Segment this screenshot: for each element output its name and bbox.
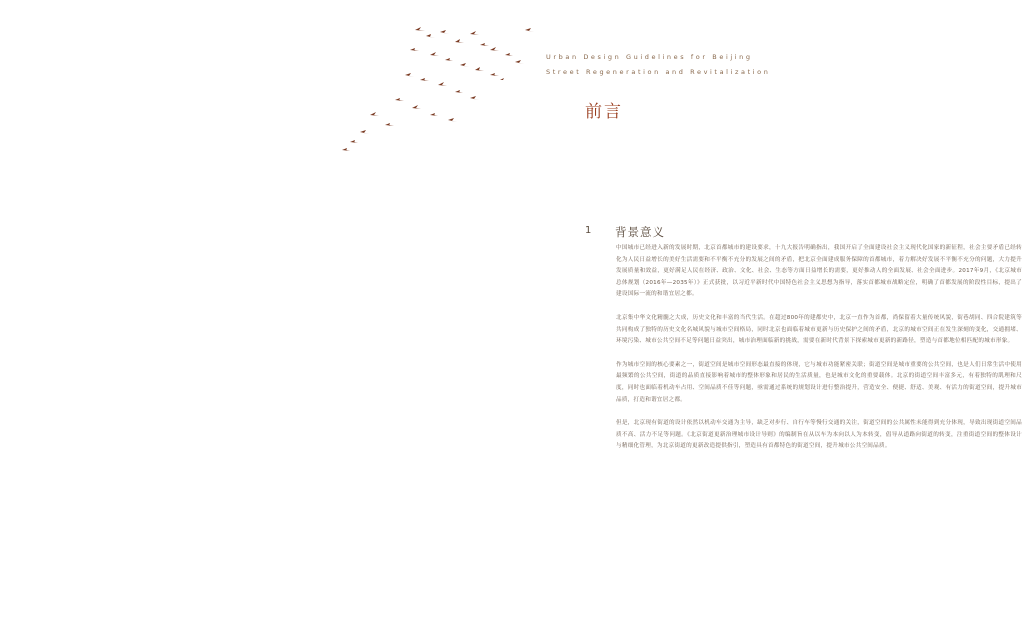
paragraph: 北京集中华文化精髓之大成，历史文化和丰富的当代生活。在超过800年的建都史中，北京一直作为首都，尚保留着大量传统风貌，街巷胡同、四合院建筑等共同构成了独特的历史文化名城风貌与城市空间格局，同时北京也面临着城市更新与历史保护之间的矛盾，北京的城市空间正在发生深刻的变化，交通拥堵、环境污染、城市公共空间不足等问题日益突出，城市治理面临新的挑战，需要在新时代背景下探索城市更新的新路径，塑造与首都地位相匹配的城市形象。 [616,314,1022,345]
section-number: 1 [585,225,592,236]
flying-birds-illustration [330,20,560,160]
section-title: 背景意义 [615,225,665,239]
header-subtitle-line2: Street Regeneration and Revitalization [546,68,771,76]
page-title: 前言 [585,102,623,122]
body-text [616,243,1022,465]
paragraph: 中国城市已经进入新的发展时期，北京首都城市的建设要求，十九大报告明确指出，我国开启了全面建设社会主义现代化国家的新征程，社会主要矛盾已经转化为人民日益增长的美好生活需要和不平衡不充分的发展之间的矛盾，把北京全面建成服务保障的首都城市，着力解决好发展不平衡不充分的问题，大力提升发展质量和效益，更好满足人民在经济、政治、文化、社会、生态等方面日益增长的需要，更好推动人的全面发展、社会全面进步。2017年9月，《北京城市总体规划（2016年—2035年）》正式获批，以习近平新时代中国特色社会主义思想为指导，落实首都城市战略定位，明确了首都发展的阶段性目标，提出了建设国际一流的和谐宜居之都。 [616,245,1022,298]
header-subtitle-line1: Urban Design Guidelines for Beijing [546,53,753,61]
paragraph: 作为城市空间的核心要素之一，街道空间是城市空间形态最直接的体现，它与城市功能紧密关联；街道空间是城市重要的公共空间，也是人们日常生活中使用最频繁的公共空间，街道的品质直接影响着城市的整体形象和居民的生活质量，也是城市文化的重要载体。北京的街道空间丰富多元，有着独特的肌理和尺度，同时也面临着机动车占用、空间品质不佳等问题，亟需通过系统的规划设计进行整治提升，营造安全、便捷、舒适、美观、有活力的街道空间，提升城市品质，打造和谐宜居之都。 [616,361,1022,403]
paragraph: 但是，北京现有街道的设计依然以机动车交通为主导，缺乏对步行、自行车等慢行交通的关注，街道空间的公共属性未能得到充分体现，导致出现街道空间品质不高、活力不足等问题。《北京街道更新治理城市设计导则》的编制旨在从以车为本向以人为本转变，倡导从道路向街道的转变，注重街道空间的整体设计与精细化管理，为北京街道的更新改造提供指引，塑造具有首都特色的街道空间，提升城市公共空间品质。 [616,420,1022,450]
